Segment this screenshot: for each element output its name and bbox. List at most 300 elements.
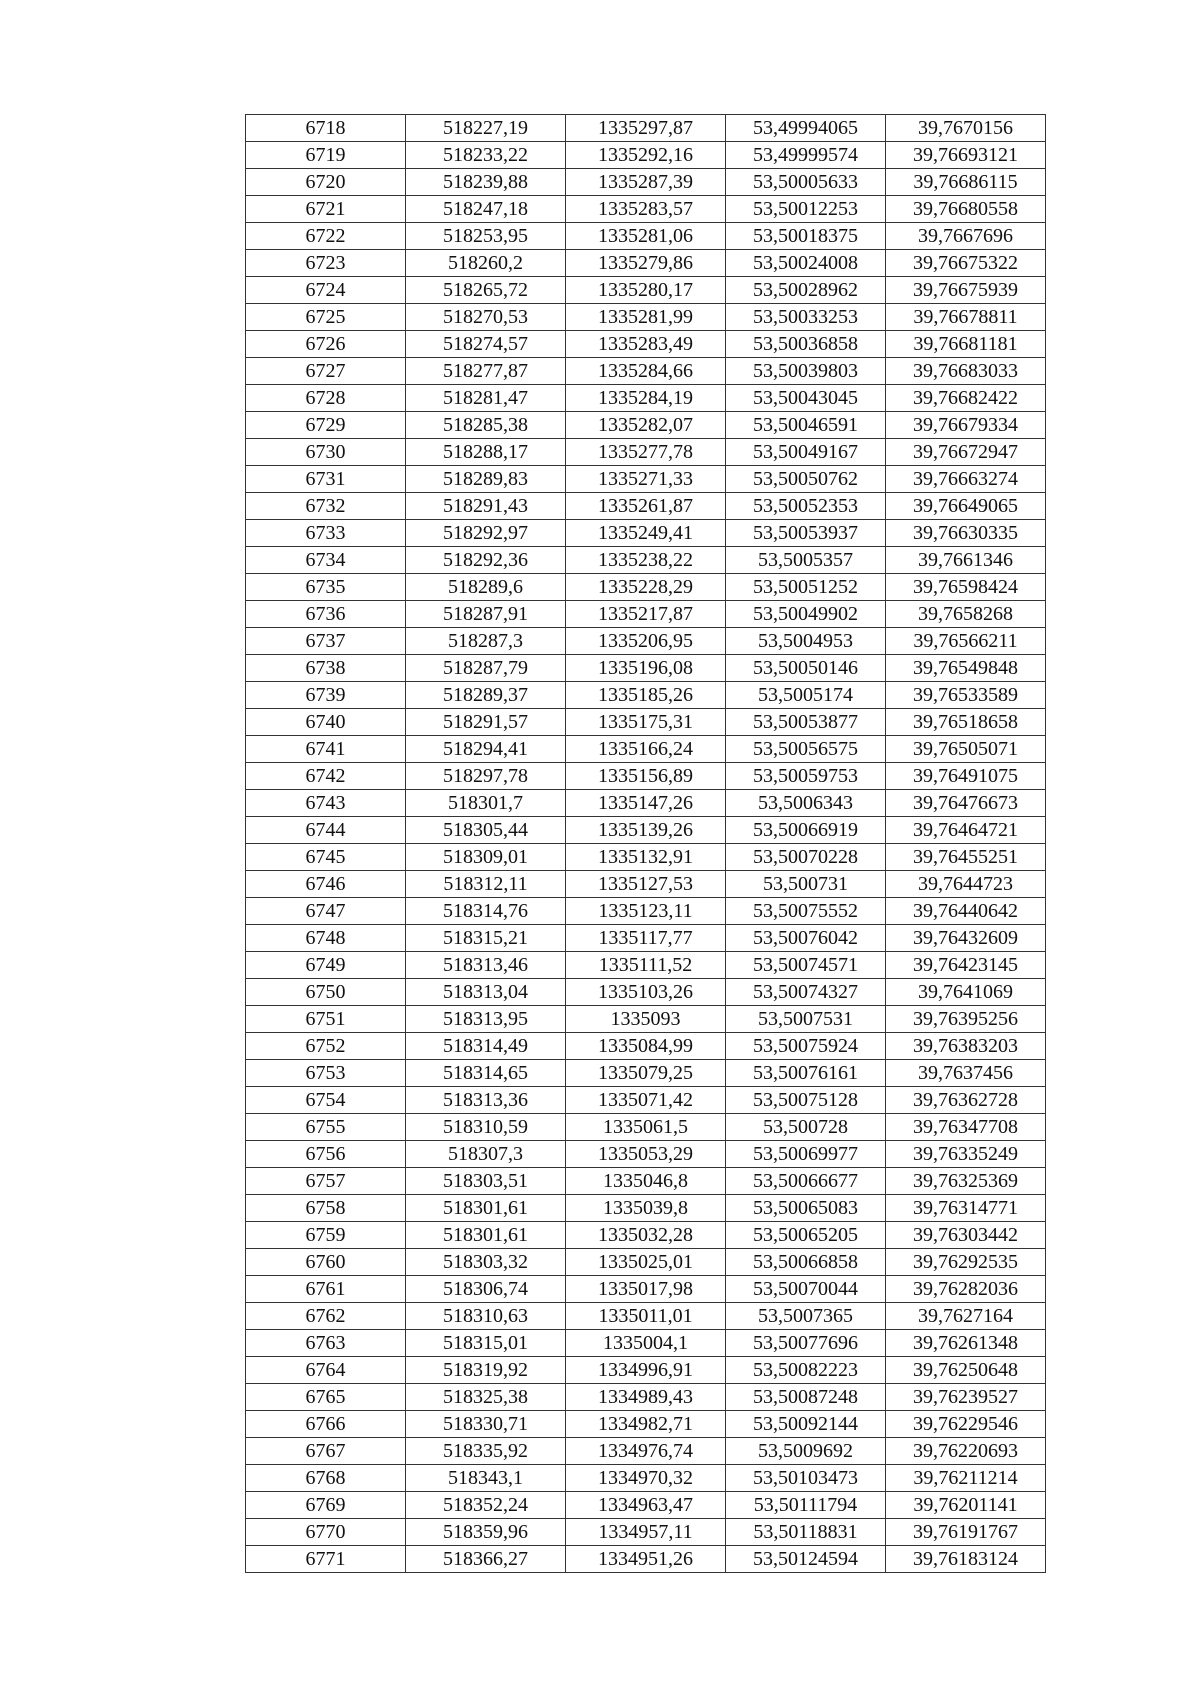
x-coordinate-cell: 518260,2 (406, 250, 566, 277)
y-coordinate-cell: 1335053,29 (566, 1141, 726, 1168)
table-row (246, 331, 1046, 358)
point-number-cell: 6727 (246, 358, 406, 385)
y-coordinate-cell: 1334951,26 (566, 1546, 726, 1573)
y-coordinate-cell: 1335281,06 (566, 223, 726, 250)
point-number-cell: 6734 (246, 547, 406, 574)
y-coordinate-cell: 1335185,26 (566, 682, 726, 709)
y-coordinate-cell: 1335249,41 (566, 520, 726, 547)
y-coordinate-cell: 1335282,07 (566, 412, 726, 439)
table-row (246, 547, 1046, 574)
table-row (246, 277, 1046, 304)
x-coordinate-cell: 518313,04 (406, 979, 566, 1006)
table-row (246, 628, 1046, 655)
point-number-cell: 6725 (246, 304, 406, 331)
y-coordinate-cell: 1335103,26 (566, 979, 726, 1006)
latitude-cell: 53,50076161 (726, 1060, 886, 1087)
latitude-cell: 53,50050146 (726, 655, 886, 682)
latitude-cell: 53,5009692 (726, 1438, 886, 1465)
point-number-cell: 6737 (246, 628, 406, 655)
longitude-cell: 39,76686115 (886, 169, 1046, 196)
table-row (246, 1357, 1046, 1384)
longitude-cell: 39,76282036 (886, 1276, 1046, 1303)
longitude-cell: 39,76347708 (886, 1114, 1046, 1141)
point-number-cell: 6746 (246, 871, 406, 898)
longitude-cell: 39,76183124 (886, 1546, 1046, 1573)
longitude-cell: 39,7627164 (886, 1303, 1046, 1330)
table-row (246, 1492, 1046, 1519)
table-row (246, 1465, 1046, 1492)
x-coordinate-cell: 518270,53 (406, 304, 566, 331)
longitude-cell: 39,7637456 (886, 1060, 1046, 1087)
latitude-cell: 53,50051252 (726, 574, 886, 601)
x-coordinate-cell: 518307,3 (406, 1141, 566, 1168)
longitude-cell: 39,76679334 (886, 412, 1046, 439)
table-row (246, 817, 1046, 844)
longitude-cell: 39,76325369 (886, 1168, 1046, 1195)
table-row (246, 1006, 1046, 1033)
x-coordinate-cell: 518292,36 (406, 547, 566, 574)
point-number-cell: 6729 (246, 412, 406, 439)
point-number-cell: 6745 (246, 844, 406, 871)
latitude-cell: 53,5005357 (726, 547, 886, 574)
y-coordinate-cell: 1335071,42 (566, 1087, 726, 1114)
x-coordinate-cell: 518291,43 (406, 493, 566, 520)
longitude-cell: 39,76383203 (886, 1033, 1046, 1060)
table-row (246, 1249, 1046, 1276)
latitude-cell: 53,5007531 (726, 1006, 886, 1033)
y-coordinate-cell: 1335127,53 (566, 871, 726, 898)
coordinates-table (245, 114, 1046, 1573)
point-number-cell: 6738 (246, 655, 406, 682)
longitude-cell: 39,76491075 (886, 763, 1046, 790)
point-number-cell: 6747 (246, 898, 406, 925)
x-coordinate-cell: 518253,95 (406, 223, 566, 250)
longitude-cell: 39,76362728 (886, 1087, 1046, 1114)
longitude-cell: 39,76432609 (886, 925, 1046, 952)
latitude-cell: 53,50069977 (726, 1141, 886, 1168)
point-number-cell: 6718 (246, 115, 406, 142)
latitude-cell: 53,50053937 (726, 520, 886, 547)
y-coordinate-cell: 1335061,5 (566, 1114, 726, 1141)
table-row (246, 736, 1046, 763)
y-coordinate-cell: 1334996,91 (566, 1357, 726, 1384)
longitude-cell: 39,7670156 (886, 115, 1046, 142)
table-row (246, 709, 1046, 736)
longitude-cell: 39,76464721 (886, 817, 1046, 844)
point-number-cell: 6764 (246, 1357, 406, 1384)
latitude-cell: 53,50005633 (726, 169, 886, 196)
table-row (246, 601, 1046, 628)
point-number-cell: 6722 (246, 223, 406, 250)
table-row (246, 925, 1046, 952)
longitude-cell: 39,76211214 (886, 1465, 1046, 1492)
longitude-cell: 39,76518658 (886, 709, 1046, 736)
latitude-cell: 53,5006343 (726, 790, 886, 817)
table-row (246, 1519, 1046, 1546)
longitude-cell: 39,76675322 (886, 250, 1046, 277)
latitude-cell: 53,50076042 (726, 925, 886, 952)
longitude-cell: 39,76682422 (886, 385, 1046, 412)
x-coordinate-cell: 518310,63 (406, 1303, 566, 1330)
coordinates-table-body (246, 115, 1046, 1573)
point-number-cell: 6761 (246, 1276, 406, 1303)
y-coordinate-cell: 1335017,98 (566, 1276, 726, 1303)
latitude-cell: 53,50039803 (726, 358, 886, 385)
longitude-cell: 39,76630335 (886, 520, 1046, 547)
x-coordinate-cell: 518314,65 (406, 1060, 566, 1087)
y-coordinate-cell: 1335261,87 (566, 493, 726, 520)
latitude-cell: 53,500731 (726, 871, 886, 898)
x-coordinate-cell: 518291,57 (406, 709, 566, 736)
longitude-cell: 39,76261348 (886, 1330, 1046, 1357)
latitude-cell: 53,50053877 (726, 709, 886, 736)
longitude-cell: 39,76455251 (886, 844, 1046, 871)
x-coordinate-cell: 518294,41 (406, 736, 566, 763)
latitude-cell: 53,50024008 (726, 250, 886, 277)
x-coordinate-cell: 518287,79 (406, 655, 566, 682)
latitude-cell: 53,50075128 (726, 1087, 886, 1114)
table-row (246, 466, 1046, 493)
x-coordinate-cell: 518301,7 (406, 790, 566, 817)
y-coordinate-cell: 1334963,47 (566, 1492, 726, 1519)
y-coordinate-cell: 1335117,77 (566, 925, 726, 952)
longitude-cell: 39,76314771 (886, 1195, 1046, 1222)
table-row (246, 223, 1046, 250)
y-coordinate-cell: 1335196,08 (566, 655, 726, 682)
y-coordinate-cell: 1335111,52 (566, 952, 726, 979)
point-number-cell: 6743 (246, 790, 406, 817)
latitude-cell: 53,50056575 (726, 736, 886, 763)
x-coordinate-cell: 518281,47 (406, 385, 566, 412)
table-row (246, 763, 1046, 790)
point-number-cell: 6736 (246, 601, 406, 628)
x-coordinate-cell: 518289,83 (406, 466, 566, 493)
x-coordinate-cell: 518289,6 (406, 574, 566, 601)
longitude-cell: 39,76678811 (886, 304, 1046, 331)
longitude-cell: 39,76440642 (886, 898, 1046, 925)
latitude-cell: 53,50077696 (726, 1330, 886, 1357)
y-coordinate-cell: 1334976,74 (566, 1438, 726, 1465)
longitude-cell: 39,7658268 (886, 601, 1046, 628)
latitude-cell: 53,50018375 (726, 223, 886, 250)
x-coordinate-cell: 518343,1 (406, 1465, 566, 1492)
point-number-cell: 6762 (246, 1303, 406, 1330)
longitude-cell: 39,76250648 (886, 1357, 1046, 1384)
y-coordinate-cell: 1335287,39 (566, 169, 726, 196)
x-coordinate-cell: 518366,27 (406, 1546, 566, 1573)
longitude-cell: 39,76423145 (886, 952, 1046, 979)
longitude-cell: 39,76598424 (886, 574, 1046, 601)
y-coordinate-cell: 1335039,8 (566, 1195, 726, 1222)
x-coordinate-cell: 518227,19 (406, 115, 566, 142)
point-number-cell: 6769 (246, 1492, 406, 1519)
x-coordinate-cell: 518313,36 (406, 1087, 566, 1114)
longitude-cell: 39,76675939 (886, 277, 1046, 304)
point-number-cell: 6752 (246, 1033, 406, 1060)
y-coordinate-cell: 1335139,26 (566, 817, 726, 844)
longitude-cell: 39,76533589 (886, 682, 1046, 709)
x-coordinate-cell: 518301,61 (406, 1222, 566, 1249)
longitude-cell: 39,76395256 (886, 1006, 1046, 1033)
latitude-cell: 53,50087248 (726, 1384, 886, 1411)
longitude-cell: 39,76649065 (886, 493, 1046, 520)
latitude-cell: 53,5005174 (726, 682, 886, 709)
latitude-cell: 53,50012253 (726, 196, 886, 223)
x-coordinate-cell: 518233,22 (406, 142, 566, 169)
longitude-cell: 39,76683033 (886, 358, 1046, 385)
y-coordinate-cell: 1335079,25 (566, 1060, 726, 1087)
x-coordinate-cell: 518312,11 (406, 871, 566, 898)
longitude-cell: 39,76680558 (886, 196, 1046, 223)
latitude-cell: 53,50059753 (726, 763, 886, 790)
latitude-cell: 53,5007365 (726, 1303, 886, 1330)
x-coordinate-cell: 518297,78 (406, 763, 566, 790)
y-coordinate-cell: 1335132,91 (566, 844, 726, 871)
y-coordinate-cell: 1335281,99 (566, 304, 726, 331)
latitude-cell: 53,50070044 (726, 1276, 886, 1303)
x-coordinate-cell: 518274,57 (406, 331, 566, 358)
point-number-cell: 6741 (246, 736, 406, 763)
point-number-cell: 6742 (246, 763, 406, 790)
point-number-cell: 6733 (246, 520, 406, 547)
point-number-cell: 6726 (246, 331, 406, 358)
point-number-cell: 6766 (246, 1411, 406, 1438)
table-row (246, 1276, 1046, 1303)
latitude-cell: 53,50070228 (726, 844, 886, 871)
table-row (246, 385, 1046, 412)
point-number-cell: 6756 (246, 1141, 406, 1168)
table-row (246, 358, 1046, 385)
longitude-cell: 39,76505071 (886, 736, 1046, 763)
latitude-cell: 53,50033253 (726, 304, 886, 331)
x-coordinate-cell: 518306,74 (406, 1276, 566, 1303)
x-coordinate-cell: 518314,76 (406, 898, 566, 925)
longitude-cell: 39,7644723 (886, 871, 1046, 898)
x-coordinate-cell: 518352,24 (406, 1492, 566, 1519)
point-number-cell: 6748 (246, 925, 406, 952)
x-coordinate-cell: 518325,38 (406, 1384, 566, 1411)
x-coordinate-cell: 518310,59 (406, 1114, 566, 1141)
table-row (246, 898, 1046, 925)
y-coordinate-cell: 1335084,99 (566, 1033, 726, 1060)
table-row (246, 169, 1046, 196)
table-row (246, 196, 1046, 223)
table-row (246, 520, 1046, 547)
latitude-cell: 53,50043045 (726, 385, 886, 412)
table-row (246, 655, 1046, 682)
point-number-cell: 6735 (246, 574, 406, 601)
y-coordinate-cell: 1334982,71 (566, 1411, 726, 1438)
table-row (246, 979, 1046, 1006)
point-number-cell: 6758 (246, 1195, 406, 1222)
table-row (246, 790, 1046, 817)
y-coordinate-cell: 1335046,8 (566, 1168, 726, 1195)
point-number-cell: 6765 (246, 1384, 406, 1411)
point-number-cell: 6751 (246, 1006, 406, 1033)
point-number-cell: 6739 (246, 682, 406, 709)
table-row (246, 412, 1046, 439)
x-coordinate-cell: 518330,71 (406, 1411, 566, 1438)
y-coordinate-cell: 1335279,86 (566, 250, 726, 277)
y-coordinate-cell: 1335297,87 (566, 115, 726, 142)
latitude-cell: 53,50049902 (726, 601, 886, 628)
x-coordinate-cell: 518287,3 (406, 628, 566, 655)
y-coordinate-cell: 1335284,19 (566, 385, 726, 412)
table-row (246, 1033, 1046, 1060)
latitude-cell: 53,500728 (726, 1114, 886, 1141)
longitude-cell: 39,76672947 (886, 439, 1046, 466)
latitude-cell: 53,5004953 (726, 628, 886, 655)
x-coordinate-cell: 518309,01 (406, 844, 566, 871)
x-coordinate-cell: 518285,38 (406, 412, 566, 439)
x-coordinate-cell: 518359,96 (406, 1519, 566, 1546)
x-coordinate-cell: 518303,32 (406, 1249, 566, 1276)
latitude-cell: 53,50065205 (726, 1222, 886, 1249)
x-coordinate-cell: 518335,92 (406, 1438, 566, 1465)
y-coordinate-cell: 1335004,1 (566, 1330, 726, 1357)
x-coordinate-cell: 518265,72 (406, 277, 566, 304)
table-row (246, 493, 1046, 520)
point-number-cell: 6771 (246, 1546, 406, 1573)
point-number-cell: 6724 (246, 277, 406, 304)
longitude-cell: 39,76303442 (886, 1222, 1046, 1249)
longitude-cell: 39,76229546 (886, 1411, 1046, 1438)
point-number-cell: 6755 (246, 1114, 406, 1141)
latitude-cell: 53,50118831 (726, 1519, 886, 1546)
y-coordinate-cell: 1335032,28 (566, 1222, 726, 1249)
point-number-cell: 6749 (246, 952, 406, 979)
point-number-cell: 6759 (246, 1222, 406, 1249)
x-coordinate-cell: 518247,18 (406, 196, 566, 223)
table-row (246, 1168, 1046, 1195)
table-row (246, 1141, 1046, 1168)
point-number-cell: 6763 (246, 1330, 406, 1357)
y-coordinate-cell: 1335271,33 (566, 466, 726, 493)
x-coordinate-cell: 518277,87 (406, 358, 566, 385)
y-coordinate-cell: 1335156,89 (566, 763, 726, 790)
point-number-cell: 6730 (246, 439, 406, 466)
point-number-cell: 6744 (246, 817, 406, 844)
table-row (246, 844, 1046, 871)
point-number-cell: 6719 (246, 142, 406, 169)
longitude-cell: 39,76201141 (886, 1492, 1046, 1519)
table-row (246, 304, 1046, 331)
y-coordinate-cell: 1335277,78 (566, 439, 726, 466)
y-coordinate-cell: 1335175,31 (566, 709, 726, 736)
table-row (246, 142, 1046, 169)
point-number-cell: 6760 (246, 1249, 406, 1276)
longitude-cell: 39,7661346 (886, 547, 1046, 574)
longitude-cell: 39,76693121 (886, 142, 1046, 169)
point-number-cell: 6721 (246, 196, 406, 223)
latitude-cell: 53,50066677 (726, 1168, 886, 1195)
latitude-cell: 53,50074571 (726, 952, 886, 979)
longitude-cell: 39,76220693 (886, 1438, 1046, 1465)
table-row (246, 1060, 1046, 1087)
latitude-cell: 53,50066858 (726, 1249, 886, 1276)
latitude-cell: 53,50103473 (726, 1465, 886, 1492)
latitude-cell: 53,50111794 (726, 1492, 886, 1519)
latitude-cell: 53,50036858 (726, 331, 886, 358)
table-row (246, 1411, 1046, 1438)
point-number-cell: 6767 (246, 1438, 406, 1465)
latitude-cell: 53,50074327 (726, 979, 886, 1006)
y-coordinate-cell: 1335093 (566, 1006, 726, 1033)
x-coordinate-cell: 518314,49 (406, 1033, 566, 1060)
table-row (246, 952, 1046, 979)
point-number-cell: 6731 (246, 466, 406, 493)
x-coordinate-cell: 518315,01 (406, 1330, 566, 1357)
x-coordinate-cell: 518313,95 (406, 1006, 566, 1033)
table-row (246, 1384, 1046, 1411)
table-row (246, 1303, 1046, 1330)
latitude-cell: 53,50065083 (726, 1195, 886, 1222)
x-coordinate-cell: 518301,61 (406, 1195, 566, 1222)
longitude-cell: 39,76549848 (886, 655, 1046, 682)
longitude-cell: 39,76335249 (886, 1141, 1046, 1168)
table-row (246, 1114, 1046, 1141)
y-coordinate-cell: 1335280,17 (566, 277, 726, 304)
table-row (246, 682, 1046, 709)
y-coordinate-cell: 1335283,57 (566, 196, 726, 223)
y-coordinate-cell: 1335238,22 (566, 547, 726, 574)
longitude-cell: 39,7641069 (886, 979, 1046, 1006)
table-row (246, 1438, 1046, 1465)
x-coordinate-cell: 518303,51 (406, 1168, 566, 1195)
latitude-cell: 53,49994065 (726, 115, 886, 142)
latitude-cell: 53,50028962 (726, 277, 886, 304)
x-coordinate-cell: 518289,37 (406, 682, 566, 709)
y-coordinate-cell: 1335206,95 (566, 628, 726, 655)
y-coordinate-cell: 1335166,24 (566, 736, 726, 763)
y-coordinate-cell: 1335283,49 (566, 331, 726, 358)
longitude-cell: 39,76566211 (886, 628, 1046, 655)
longitude-cell: 39,76663274 (886, 466, 1046, 493)
latitude-cell: 53,49999574 (726, 142, 886, 169)
table-row (246, 115, 1046, 142)
x-coordinate-cell: 518239,88 (406, 169, 566, 196)
point-number-cell: 6720 (246, 169, 406, 196)
y-coordinate-cell: 1334970,32 (566, 1465, 726, 1492)
latitude-cell: 53,50075924 (726, 1033, 886, 1060)
latitude-cell: 53,50049167 (726, 439, 886, 466)
y-coordinate-cell: 1335025,01 (566, 1249, 726, 1276)
y-coordinate-cell: 1335284,66 (566, 358, 726, 385)
y-coordinate-cell: 1334957,11 (566, 1519, 726, 1546)
x-coordinate-cell: 518319,92 (406, 1357, 566, 1384)
table-row (246, 871, 1046, 898)
longitude-cell: 39,76191767 (886, 1519, 1046, 1546)
latitude-cell: 53,50124594 (726, 1546, 886, 1573)
x-coordinate-cell: 518287,91 (406, 601, 566, 628)
latitude-cell: 53,50066919 (726, 817, 886, 844)
x-coordinate-cell: 518305,44 (406, 817, 566, 844)
y-coordinate-cell: 1335011,01 (566, 1303, 726, 1330)
point-number-cell: 6754 (246, 1087, 406, 1114)
y-coordinate-cell: 1334989,43 (566, 1384, 726, 1411)
x-coordinate-cell: 518288,17 (406, 439, 566, 466)
x-coordinate-cell: 518292,97 (406, 520, 566, 547)
point-number-cell: 6753 (246, 1060, 406, 1087)
longitude-cell: 39,76239527 (886, 1384, 1046, 1411)
y-coordinate-cell: 1335228,29 (566, 574, 726, 601)
table-row (246, 1330, 1046, 1357)
latitude-cell: 53,50082223 (726, 1357, 886, 1384)
point-number-cell: 6750 (246, 979, 406, 1006)
table-row (246, 1222, 1046, 1249)
latitude-cell: 53,50046591 (726, 412, 886, 439)
point-number-cell: 6728 (246, 385, 406, 412)
